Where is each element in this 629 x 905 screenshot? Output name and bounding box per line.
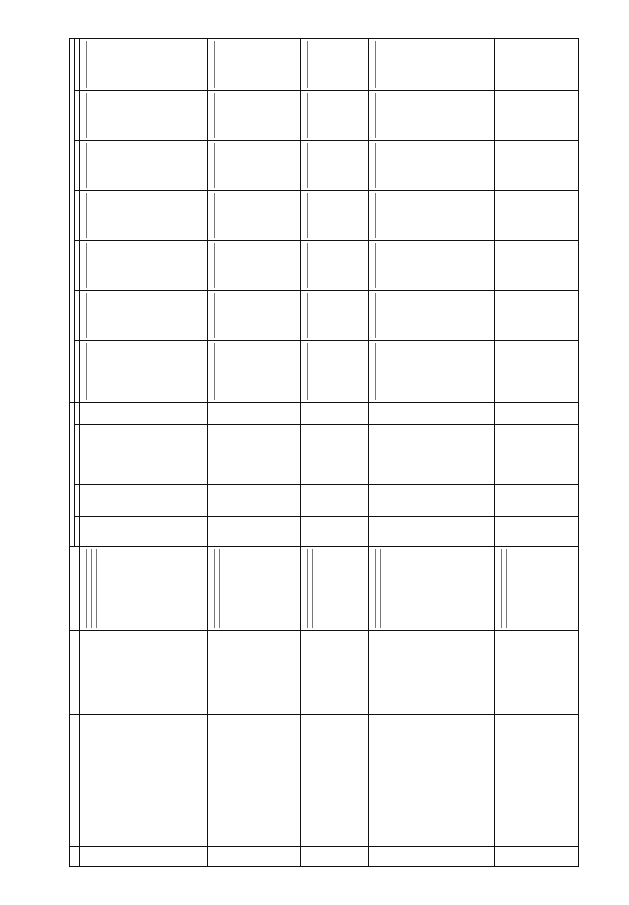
row-2020 xyxy=(494,140,578,190)
row-2020 xyxy=(79,140,207,190)
value-cell xyxy=(303,40,307,87)
row-2017 xyxy=(300,290,368,340)
row-2019 xyxy=(368,190,493,240)
value-cell xyxy=(303,343,307,400)
value-cell xyxy=(209,40,213,87)
row-2019 xyxy=(79,190,207,240)
row-2020 xyxy=(300,140,368,190)
value-cell xyxy=(307,40,312,87)
row-2017 xyxy=(494,290,578,340)
header-source xyxy=(69,546,79,630)
row-name xyxy=(207,714,300,846)
value-cell xyxy=(86,343,91,400)
row-2022 xyxy=(368,38,493,90)
row-sources xyxy=(79,546,207,630)
row-number xyxy=(79,846,207,866)
value-cell xyxy=(371,93,375,138)
row-2018 xyxy=(207,240,300,290)
value-cell xyxy=(209,243,213,288)
value-cell xyxy=(82,243,86,288)
row-grbs xyxy=(300,516,368,546)
row-2021 xyxy=(300,90,368,140)
row-2021 xyxy=(368,90,493,140)
value-cell xyxy=(496,243,500,288)
row-2018 xyxy=(494,240,578,290)
row-name xyxy=(79,714,207,846)
value-cell xyxy=(371,243,375,288)
row-csr xyxy=(300,424,368,484)
source-item xyxy=(213,549,218,628)
row-csr xyxy=(207,424,300,484)
row-sources xyxy=(368,546,493,630)
table-row xyxy=(494,38,578,866)
row-2020 xyxy=(368,140,493,190)
value-cell xyxy=(375,243,380,288)
header-expenses xyxy=(69,38,74,402)
value-cell xyxy=(213,343,218,400)
header-executor xyxy=(69,630,79,714)
header-budget-class xyxy=(69,402,74,546)
row-rz xyxy=(79,484,207,516)
row-2022 xyxy=(494,38,578,90)
source-item xyxy=(82,549,86,628)
value-cell xyxy=(371,293,375,338)
value-cell xyxy=(307,293,312,338)
header-2017 xyxy=(74,290,79,340)
value-cell xyxy=(86,93,91,138)
row-executor xyxy=(494,630,578,714)
value-cell xyxy=(307,143,312,188)
header-2021 xyxy=(74,90,79,140)
value-cell xyxy=(303,93,307,138)
source-item xyxy=(371,549,375,628)
row-rz xyxy=(368,484,493,516)
header-empty-cell xyxy=(69,846,79,866)
value-cell xyxy=(375,93,380,138)
row-2018 xyxy=(79,240,207,290)
row-number xyxy=(207,846,300,866)
value-cell xyxy=(375,293,380,338)
row-grbs xyxy=(207,516,300,546)
row-csr xyxy=(79,424,207,484)
row-rz xyxy=(300,484,368,516)
value-cell xyxy=(496,343,500,400)
source-item xyxy=(209,549,213,628)
header-csr xyxy=(74,424,79,484)
row-vr xyxy=(494,402,578,424)
source-item xyxy=(96,549,101,628)
source-item xyxy=(496,549,500,628)
row-vr xyxy=(300,402,368,424)
table-row xyxy=(300,38,368,866)
source-item xyxy=(500,549,505,628)
header-vr xyxy=(74,402,79,424)
row-total xyxy=(300,340,368,402)
row-2021 xyxy=(79,90,207,140)
row-grbs xyxy=(368,516,493,546)
row-2020 xyxy=(207,140,300,190)
row-2018 xyxy=(300,240,368,290)
row-2021 xyxy=(207,90,300,140)
source-item xyxy=(312,549,317,628)
value-cell xyxy=(82,40,86,87)
value-cell xyxy=(213,193,218,238)
value-cell xyxy=(82,293,86,338)
value-cell xyxy=(303,293,307,338)
value-cell xyxy=(82,193,86,238)
header-rz xyxy=(74,484,79,516)
header-name xyxy=(69,714,79,846)
row-number xyxy=(300,846,368,866)
value-cell xyxy=(303,193,307,238)
value-cell xyxy=(371,193,375,238)
row-vr xyxy=(207,402,300,424)
value-cell xyxy=(209,193,213,238)
value-cell xyxy=(82,143,86,188)
header-row-1 xyxy=(69,38,74,866)
row-sources xyxy=(300,546,368,630)
row-rz xyxy=(207,484,300,516)
row-sources xyxy=(207,546,300,630)
row-csr xyxy=(494,424,578,484)
value-cell xyxy=(371,343,375,400)
header-2019 xyxy=(74,190,79,240)
row-2021 xyxy=(494,90,578,140)
value-cell xyxy=(213,40,218,87)
row-2017 xyxy=(368,290,493,340)
table-row xyxy=(207,38,300,866)
row-executor xyxy=(207,630,300,714)
row-csr xyxy=(368,424,493,484)
value-cell xyxy=(213,293,218,338)
row-2017 xyxy=(79,290,207,340)
row-vr xyxy=(79,402,207,424)
value-cell xyxy=(86,293,91,338)
value-cell xyxy=(209,293,213,338)
value-cell xyxy=(496,143,500,188)
row-2017 xyxy=(207,290,300,340)
value-cell xyxy=(209,343,213,400)
value-cell xyxy=(375,40,380,87)
row-total xyxy=(494,340,578,402)
row-rz xyxy=(494,484,578,516)
value-cell xyxy=(371,143,375,188)
row-2022 xyxy=(207,38,300,90)
source-item xyxy=(380,549,385,628)
value-cell xyxy=(375,193,380,238)
value-cell xyxy=(371,40,375,87)
source-item xyxy=(505,549,510,628)
row-executor xyxy=(368,630,493,714)
value-cell xyxy=(496,193,500,238)
value-cell xyxy=(213,243,218,288)
row-total xyxy=(368,340,493,402)
value-cell xyxy=(82,343,86,400)
value-cell xyxy=(496,93,500,138)
source-item xyxy=(307,549,312,628)
header-grbs xyxy=(74,516,79,546)
row-2019 xyxy=(300,190,368,240)
value-cell xyxy=(86,40,91,87)
value-cell xyxy=(307,93,312,138)
row-executor xyxy=(300,630,368,714)
value-cell xyxy=(307,193,312,238)
value-cell xyxy=(213,143,218,188)
value-cell xyxy=(375,343,380,400)
value-cell xyxy=(209,93,213,138)
row-2018 xyxy=(368,240,493,290)
value-cell xyxy=(86,243,91,288)
value-cell xyxy=(496,40,500,87)
row-name xyxy=(494,714,578,846)
header-2022 xyxy=(74,38,79,90)
row-total xyxy=(79,340,207,402)
row-2022 xyxy=(79,38,207,90)
source-item xyxy=(375,549,380,628)
value-cell xyxy=(303,143,307,188)
row-grbs xyxy=(79,516,207,546)
value-cell xyxy=(307,243,312,288)
table-row xyxy=(368,38,493,866)
row-name xyxy=(368,714,493,846)
table-row xyxy=(79,38,207,866)
row-number xyxy=(494,846,578,866)
value-cell xyxy=(86,143,91,188)
value-cell xyxy=(307,343,312,400)
row-2019 xyxy=(494,190,578,240)
header-total xyxy=(74,340,79,402)
expenses-table xyxy=(69,37,579,866)
source-item xyxy=(218,549,223,628)
rotated-sheet xyxy=(35,23,595,883)
source-item xyxy=(86,549,91,628)
row-vr xyxy=(368,402,493,424)
source-item xyxy=(303,549,307,628)
source-item xyxy=(91,549,96,628)
row-2022 xyxy=(300,38,368,90)
value-cell xyxy=(82,93,86,138)
row-grbs xyxy=(494,516,578,546)
row-sources xyxy=(494,546,578,630)
header-2020 xyxy=(74,140,79,190)
value-cell xyxy=(496,293,500,338)
row-number xyxy=(368,846,493,866)
value-cell xyxy=(213,93,218,138)
value-cell xyxy=(303,243,307,288)
value-cell xyxy=(209,143,213,188)
row-2019 xyxy=(207,190,300,240)
value-cell xyxy=(86,193,91,238)
row-executor xyxy=(79,630,207,714)
value-cell xyxy=(375,143,380,188)
row-name xyxy=(300,714,368,846)
row-total xyxy=(207,340,300,402)
header-2018 xyxy=(74,240,79,290)
